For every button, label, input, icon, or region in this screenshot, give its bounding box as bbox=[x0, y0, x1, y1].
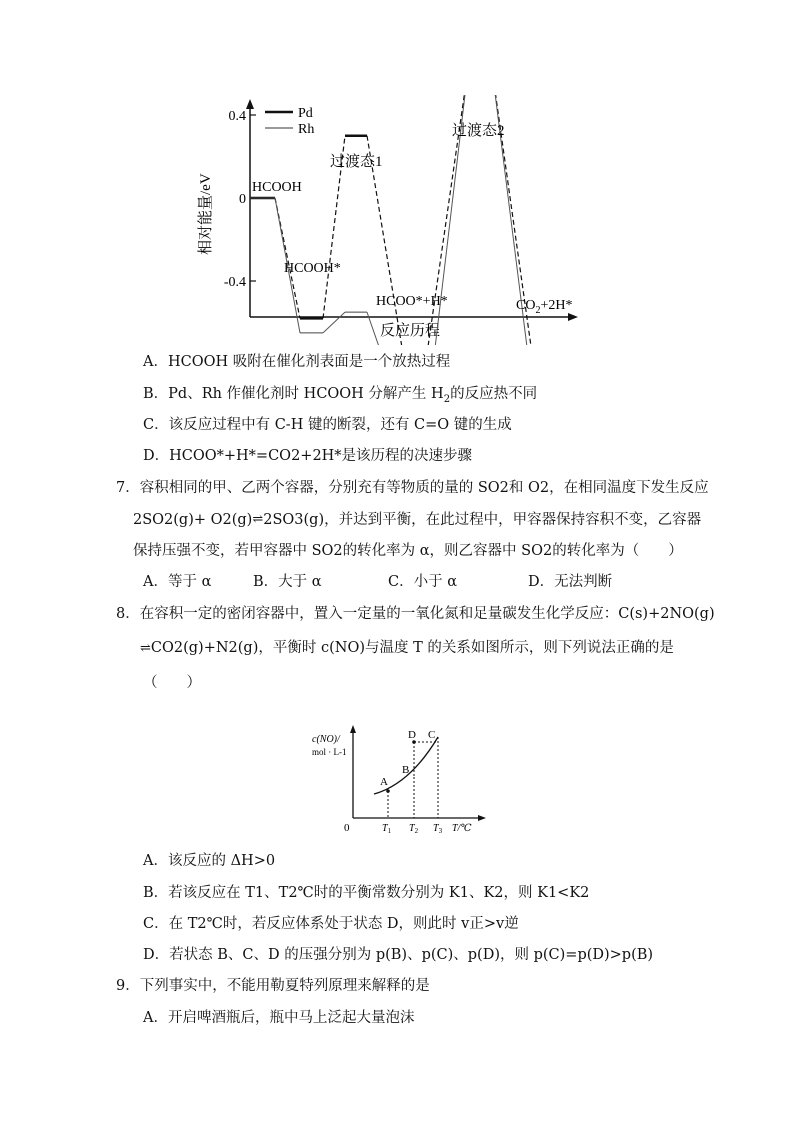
q7-equation-line: 2SO2(g)+ O2(g)⇌2SO3(g)，并达到平衡，在此过程中，甲容器保持容积不变，乙容器 bbox=[133, 512, 702, 528]
point-c: C bbox=[428, 729, 436, 741]
y-axis-label: 相对能量/eV bbox=[198, 173, 214, 255]
label-hcooh: HCOOH bbox=[252, 180, 302, 195]
legend-pd: Pd bbox=[298, 106, 313, 121]
point-d: D bbox=[408, 729, 416, 741]
graph-origin: 0 bbox=[344, 822, 350, 834]
label-ts1: 过渡态1 bbox=[330, 154, 383, 170]
q8-stem-line2: ⇌CO2(g)+N2(g)，平衡时 c(NO)与温度 T 的关系如图所示，则下列说法正确的是 bbox=[140, 640, 674, 656]
equilibrium-arrow-icon: ⇌ bbox=[252, 512, 264, 527]
cno-temperature-graph bbox=[310, 722, 490, 837]
label-final: $CO_2+2H*$ bbox=[516, 298, 573, 316]
q8-option-c: C．在 T2℃时，若反应体系处于状态 D，则此时 v正>v逆 bbox=[143, 916, 519, 932]
q7-option-a: A．等于 α bbox=[143, 574, 212, 590]
q6-option-a: A．HCOOH 吸附在催化剂表面是一个放热过程 bbox=[143, 354, 451, 370]
q7-option-d: D．无法判断 bbox=[528, 574, 613, 590]
x-axis-label: 反应历程 bbox=[379, 323, 441, 339]
y-tick-label: 0 bbox=[239, 192, 246, 207]
xtick-t3: $T_3$ bbox=[433, 823, 443, 835]
equilibrium-arrow-icon: ⇌ bbox=[140, 641, 151, 656]
q6-option-b: B．Pd、Rh 作催化剂时 HCOOH 分解产生 $H_2$的反应热不同 bbox=[143, 386, 538, 405]
q7-option-c: C．小于 α bbox=[388, 574, 457, 590]
q6-option-c: C．该反应过程中有 C-H 键的断裂，还有 C=O 键的生成 bbox=[143, 417, 512, 433]
label-ts2: 过渡态2 bbox=[452, 123, 505, 139]
q9-option-a: A．开启啤酒瓶后，瓶中马上泛起大量泡沫 bbox=[143, 1010, 415, 1026]
label-hcooh-ads: HCOOH* bbox=[284, 261, 341, 276]
q8-answer-bracket: （ ） bbox=[143, 675, 201, 691]
energy-profile-chart bbox=[190, 95, 590, 345]
xtick-t1: $T_1$ bbox=[382, 823, 392, 835]
graph-ylabel-1: c(NO)/ bbox=[312, 734, 340, 745]
q7-stem-line3: 保持压强不变，若甲容器中 SO2的转化率为 α，则乙容器中 SO2的转化率为（ ） bbox=[133, 543, 683, 559]
point-a: A bbox=[380, 776, 388, 788]
legend-rh: Rh bbox=[298, 122, 315, 137]
graph-xlabel: T/℃ bbox=[452, 823, 472, 834]
q9-stem: 9．下列事实中，不能用勒夏特列原理来解释的是 bbox=[116, 978, 430, 994]
y-tick-label: 0.4 bbox=[228, 109, 246, 124]
q8-option-a: A．该反应的 ΔH>0 bbox=[143, 853, 276, 869]
q7-option-b: B．大于 α bbox=[253, 574, 322, 590]
q7-stem-line1: 7．容积相同的甲、乙两个容器，分别充有等物质的量的 SO2和 O2，在相同温度下发生反应 bbox=[116, 480, 709, 496]
y-tick-label: -0.4 bbox=[223, 275, 246, 290]
q8-stem-line1: 8．在容积一定的密闭容器中，置入一定量的一氧化氮和足量碳发生化学反应：C(s)+2NO(g) bbox=[116, 606, 715, 622]
point-b: B bbox=[402, 764, 410, 776]
q8-option-b: B．若该反应在 T1、T2℃时的平衡常数分别为 K1、K2，则 K1<K2 bbox=[143, 885, 590, 901]
label-hcoo: HCOO*+H* bbox=[376, 294, 448, 309]
q6-option-d: D．HCOO*+H*=CO2+2H*是该历程的决速步骤 bbox=[143, 448, 473, 464]
connector-rh bbox=[323, 312, 345, 333]
xtick-t2: $T_2$ bbox=[409, 823, 419, 835]
q8-option-d: D．若状态 B、C、D 的压强分别为 p(B)、p(C)、p(D)，则 p(C)=p(D)>p(B) bbox=[143, 947, 654, 963]
graph-ylabel-2: mol · L-1 bbox=[312, 747, 347, 757]
